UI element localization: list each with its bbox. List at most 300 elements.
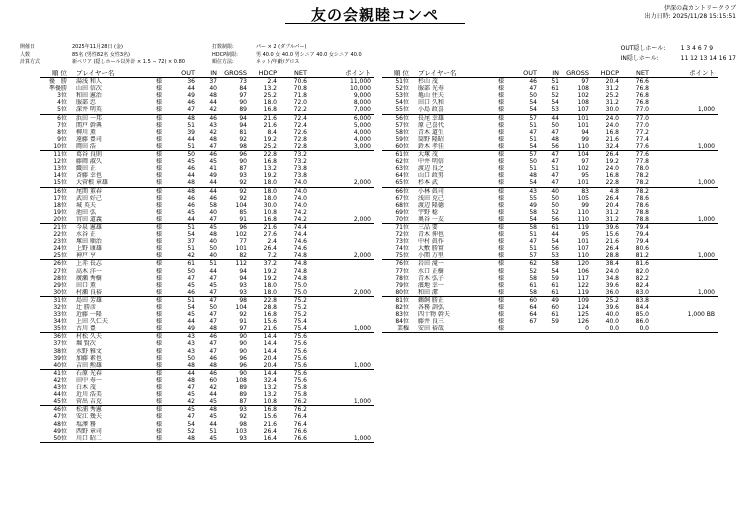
cell-rank: 11位 [53, 151, 67, 159]
cell-rank: 27位 [53, 267, 67, 275]
cell-out: 50 [529, 158, 537, 166]
table-row [382, 165, 718, 172]
cell-rank: 83位 [395, 311, 409, 319]
cell-gross: 99 [581, 135, 589, 143]
cell-gross: 93 [220, 435, 250, 443]
cell-hdcp: 22.8 [592, 179, 622, 187]
cell-honorific: 様 [497, 296, 504, 304]
cell-gross: 110 [577, 208, 589, 216]
cell-out: 51 [187, 121, 195, 129]
cell-hdcp: 21.6 [605, 135, 619, 143]
table-row [40, 355, 374, 362]
cell-honorific: 様 [497, 78, 504, 86]
cell-hdcp: 20.4 [250, 362, 280, 370]
cell-rank: 37位 [53, 340, 67, 348]
header-in: IN [540, 70, 562, 78]
cell-rank: 73位 [395, 238, 409, 246]
cell-points [310, 355, 374, 362]
cell-out: 54 [529, 99, 537, 107]
cell-points [310, 223, 374, 231]
cell-points [310, 268, 374, 275]
cell-in: 44 [551, 231, 559, 239]
cell-player-name: 西野 章司 [76, 427, 102, 435]
cell-out: 58 [529, 208, 537, 216]
cell-hdcp: 19.2 [263, 135, 277, 143]
cell-gross: 110 [562, 143, 592, 151]
cell-gross: 107 [577, 245, 589, 253]
cell-points [310, 296, 374, 304]
cell-gross: 77 [239, 238, 247, 246]
cell-gross: 96 [239, 354, 247, 362]
cell-gross: 83 [581, 187, 589, 195]
table-row [382, 260, 718, 268]
cell-net: 73.8 [293, 172, 307, 180]
cell-honorific: 様 [155, 420, 162, 428]
cell-honorific: 様 [497, 267, 504, 275]
cell-honorific: 様 [155, 165, 162, 173]
cell-in: 48 [209, 231, 217, 239]
cell-points [652, 195, 718, 202]
cell-gross: 101 [577, 238, 589, 246]
cell-player-name: 中村 眞作 [418, 238, 444, 246]
cell-net: 74.8 [280, 252, 310, 260]
cell-player-name: 渡辺 良之 [418, 165, 444, 173]
cell-gross: 85 [239, 208, 247, 216]
cell-gross: 90 [239, 347, 247, 355]
cell-out: 45 [187, 208, 195, 216]
cell-gross: 99 [581, 201, 589, 209]
cell-net: 78.6 [635, 201, 649, 209]
cell-rank: 72位 [395, 231, 409, 239]
cell-rank: 33位 [53, 311, 67, 319]
table-row [40, 106, 374, 114]
cell-hdcp: 4.8 [609, 187, 619, 195]
cell-rank: 業権 [382, 325, 412, 333]
cell-player-name: 鵜飼 勝正 [418, 296, 444, 304]
cell-in: 61 [540, 289, 562, 297]
cell-hdcp: 34.8 [605, 274, 619, 282]
cell-honorific: 様 [497, 245, 504, 253]
cell-gross: 81 [239, 128, 247, 136]
cell-hdcp: 36.0 [592, 289, 622, 297]
cell-out [512, 325, 540, 333]
cell-net: 75.4 [293, 318, 307, 326]
cell-hdcp: 15.6 [605, 231, 619, 239]
cell-net: 75.6 [293, 369, 307, 377]
table-row [40, 223, 374, 231]
cell-gross: 97 [581, 78, 589, 86]
cell-net: 75.8 [293, 391, 307, 399]
results-table-left [40, 70, 374, 443]
cell-out: 49 [529, 201, 537, 209]
cell-player-name: 安田 裕哉 [412, 325, 490, 333]
table-row [40, 282, 374, 289]
cell-honorific: 様 [148, 143, 170, 151]
cell-out: 50 [529, 92, 537, 100]
table-row [382, 195, 718, 202]
cell-hdcp: 28.8 [263, 304, 277, 311]
cell-gross: 104 [577, 151, 589, 159]
cell-player-name: 深井 明英 [70, 106, 148, 114]
cell-net: 72.4 [293, 114, 307, 122]
header-honorific [490, 70, 512, 78]
cell-in: 46 [209, 114, 217, 122]
cell-player-name: 青木 弘子 [418, 274, 444, 282]
cell-net: 77.0 [622, 106, 652, 114]
cell-points: 5,000 [353, 121, 371, 129]
cell-points [652, 268, 718, 275]
cell-honorific: 様 [155, 172, 162, 180]
cell-gross: 104 [235, 201, 247, 209]
cell-player-name: 尾関 董春 [76, 187, 102, 195]
table-row [40, 78, 374, 86]
cell-hdcp: 28.8 [592, 252, 622, 260]
cell-gross: 92 [239, 187, 247, 195]
cell-points [652, 325, 718, 333]
cell-net: 83.0 [622, 289, 652, 297]
calc-value: 新ペリア (隠しホール以外計 × 1.5 − 72) × 0.80 [72, 59, 185, 66]
cell-points [310, 311, 374, 318]
cell-rank: 35位 [40, 325, 70, 333]
cell-in: 46 [209, 333, 217, 341]
out-hidden-label: OUT隠しホール: [620, 45, 666, 52]
table-row [40, 231, 374, 238]
cell-points: 7,000 [310, 106, 374, 114]
cell-honorific: 様 [155, 245, 162, 253]
cell-out: 44 [187, 172, 195, 180]
cell-honorific: 様 [155, 369, 162, 377]
table-row [40, 252, 374, 260]
cell-in: 44 [198, 179, 220, 187]
cell-points [652, 238, 718, 245]
cell-out: 45 [187, 281, 195, 289]
table-row [382, 78, 718, 86]
cell-points [310, 165, 374, 172]
cell-honorific: 様 [155, 187, 162, 195]
cell-rank: 30位 [40, 289, 70, 297]
cell-gross: 101 [235, 245, 247, 253]
cell-hdcp: 15.6 [263, 318, 277, 326]
cell-rank: 15位 [40, 179, 70, 187]
cell-net: 75.6 [293, 340, 307, 348]
table-row [382, 129, 718, 136]
cell-gross: 102 [235, 231, 247, 239]
cell-honorific: 様 [497, 223, 504, 231]
cell-honorific: 様 [155, 296, 162, 304]
table-row [40, 325, 374, 333]
cell-net: 72.2 [280, 106, 310, 114]
cell-player-name: 加藤 素也 [76, 354, 102, 362]
cell-out: 37 [187, 238, 195, 246]
cell-rank: 10位 [40, 143, 70, 151]
cell-in: 60 [209, 376, 217, 384]
cell-net: 72.8 [293, 135, 307, 143]
hdcp-limit-label: HDCP制限: [212, 51, 238, 58]
cell-out: 55 [529, 194, 537, 202]
cell-player-name: 水谷 正 [76, 231, 96, 239]
cell-in: 45 [209, 223, 217, 231]
cell-in: 58 [551, 260, 559, 268]
cell-points: 1,000 [652, 289, 718, 297]
cell-player-name: 廣瀬 秀樹 [76, 274, 102, 282]
cell-points [652, 318, 718, 325]
cell-gross: 124 [577, 304, 589, 311]
cell-points [310, 238, 374, 245]
cell-points: 3,000 [310, 143, 374, 151]
cell-hdcp: 16.4 [250, 435, 280, 443]
cell-net: 77.6 [622, 143, 652, 151]
cell-honorific: 様 [155, 267, 162, 275]
cell-net: 84.4 [635, 304, 649, 311]
cell-out: 49 [187, 92, 195, 100]
table-row [40, 340, 374, 347]
cell-out: 48 [170, 435, 198, 443]
cell-rank: 5位 [40, 106, 70, 114]
cell-gross: 90 [239, 99, 247, 107]
cell-in: 44 [209, 420, 217, 428]
cell-in: 46 [209, 354, 217, 362]
table-row [382, 275, 718, 282]
cell-points [652, 209, 718, 216]
cell-out: 45 [187, 406, 195, 414]
cell-hdcp: 14.4 [263, 347, 277, 355]
cell-gross: 108 [235, 376, 247, 384]
out-hidden-value: 1 3 4 6 7 9 [680, 45, 714, 52]
cell-out: 54 [512, 106, 540, 114]
cell-rank: 78位 [395, 274, 409, 282]
cell-rank: 68位 [395, 201, 409, 209]
cell-gross: 94 [239, 114, 247, 122]
cell-net: 77.6 [635, 151, 649, 159]
cell-out: 36 [187, 78, 195, 86]
cell-rank: 59位 [395, 135, 409, 143]
cell-gross: 105 [577, 194, 589, 202]
table-row [40, 209, 374, 216]
cell-out: 54 [187, 231, 195, 239]
cell-out: 54 [512, 143, 540, 151]
cell-net: 75.6 [293, 354, 307, 362]
cell-in: 45 [198, 435, 220, 443]
cell-net: 86.0 [635, 318, 649, 326]
header-points: ポイント [310, 70, 374, 78]
cell-out: 48 [170, 362, 198, 370]
cell-net: 78.0 [635, 165, 649, 173]
cell-player-name: 白木 茂 [76, 384, 96, 392]
date-label: 開催日 [20, 44, 36, 50]
cell-honorific: 様 [497, 135, 504, 143]
printed-label: 出力日時: [644, 13, 671, 20]
cell-hdcp: 13.2 [263, 384, 277, 392]
cell-out: 43 [187, 347, 195, 355]
cell-gross: 108 [577, 85, 589, 93]
cell-gross: 73 [239, 78, 247, 86]
cell-points [310, 340, 374, 347]
cell-player-name: 宇野 稔 [418, 208, 438, 216]
cell-honorific: 様 [148, 362, 170, 370]
cell-points [310, 245, 374, 252]
cell-hdcp: 18.0 [263, 187, 277, 195]
header-gross: GROSS [220, 70, 250, 78]
cell-in: 47 [540, 179, 562, 187]
cell-in [540, 325, 562, 333]
cell-in: 47 [209, 311, 217, 319]
cell-net: 82.0 [635, 267, 649, 275]
cell-gross: 122 [577, 281, 589, 289]
table-row [40, 114, 374, 122]
cell-rank: 65位 [382, 179, 412, 187]
cell-net: 76.4 [293, 413, 307, 421]
cell-points [652, 158, 718, 165]
cell-honorific: 様 [497, 128, 504, 136]
cell-rank: 63位 [395, 165, 409, 173]
cell-out: 51 [529, 245, 537, 253]
cell-gross: 108 [577, 99, 589, 107]
table-row [40, 318, 374, 325]
cell-in: 58 [209, 201, 217, 209]
cell-gross: 125 [577, 311, 589, 319]
table-row [382, 85, 718, 92]
cell-net: 74.0 [280, 179, 310, 187]
table-row [382, 209, 718, 216]
cell-net: 73.2 [293, 158, 307, 166]
cell-gross: 90 [239, 333, 247, 341]
cell-net: 76.8 [635, 99, 649, 107]
cell-player-name: 藤井 良三 [418, 318, 444, 326]
cell-honorific: 様 [155, 151, 162, 159]
table-row [40, 384, 374, 391]
cell-hdcp: 27.6 [263, 231, 277, 239]
cell-rank: 40位 [40, 362, 70, 370]
cell-net: 78.2 [635, 187, 649, 195]
cell-gross: 102 [577, 92, 589, 100]
header-out: OUT [512, 70, 540, 78]
cell-honorific: 様 [155, 384, 162, 392]
cell-net: 70.6 [293, 78, 307, 86]
cell-points [652, 165, 718, 172]
cell-hdcp: 16.8 [263, 158, 277, 166]
cell-hdcp: 15.6 [263, 413, 277, 421]
cell-gross: 96 [239, 151, 247, 159]
cell-net: 78.8 [635, 208, 649, 216]
cell-hdcp: 16.8 [250, 106, 280, 114]
cell-rank: 51位 [395, 78, 409, 86]
in-hidden-value: 11 12 13 14 16 17 [680, 55, 736, 62]
cell-gross: 104 [235, 304, 247, 311]
cell-player-name: 杉山 茂 [418, 78, 438, 86]
cell-hdcp: 21.6 [263, 121, 277, 129]
cell-points: 1,000 [652, 179, 718, 187]
cell-player-name: 塩澤 務 [76, 420, 96, 428]
cell-honorific: 様 [155, 260, 162, 268]
cell-out: 51 [187, 296, 195, 304]
table-row [382, 202, 718, 209]
cell-gross: 92 [239, 194, 247, 202]
cell-gross: 92 [239, 135, 247, 143]
cell-player-name: 青木 道生 [418, 128, 444, 136]
table-row [382, 187, 718, 195]
cell-hdcp: 24.0 [605, 165, 619, 173]
cell-out: 58 [529, 274, 537, 282]
cell-in: 60 [551, 304, 559, 311]
table-row [40, 406, 374, 414]
cell-hdcp: 2.4 [267, 78, 277, 86]
table-row [382, 136, 718, 143]
cell-points [310, 195, 374, 202]
cell-rank: 55位 [382, 106, 412, 114]
cell-out: 51 [529, 165, 537, 173]
cell-net: 76.6 [293, 427, 307, 435]
cell-rank: 62位 [395, 158, 409, 166]
cell-hdcp: 39.6 [605, 281, 619, 289]
cell-in: 48 [551, 135, 559, 143]
cell-honorific: 様 [155, 231, 162, 239]
cell-out: 47 [170, 106, 198, 114]
table-row [40, 369, 374, 377]
cell-rank: 28位 [53, 274, 67, 282]
cell-in: 46 [209, 194, 217, 202]
cell-in: 61 [551, 223, 559, 231]
cell-hdcp: 0.0 [592, 325, 622, 333]
cell-rank: 52位 [395, 85, 409, 93]
cell-gross: 92 [220, 179, 250, 187]
cell-honorific: 様 [497, 114, 504, 122]
table-row [40, 311, 374, 318]
cell-net: 75.6 [293, 347, 307, 355]
table-row [40, 348, 374, 355]
cell-player-name: 水口 正樹 [418, 267, 444, 275]
cell-gross: 93 [239, 172, 247, 180]
cell-in: 61 [551, 85, 559, 93]
cell-player-name: 近藤 一隆 [76, 311, 102, 319]
cell-gross: 98 [220, 143, 250, 151]
cell-rank: 61位 [395, 151, 409, 159]
cell-hdcp: 19.2 [263, 172, 277, 180]
cell-hdcp: 18.0 [263, 281, 277, 289]
cell-points [310, 304, 374, 311]
cell-player-name: 石原 光春 [76, 369, 102, 377]
cell-in: 50 [551, 194, 559, 202]
cell-rank: 準優勝 [48, 85, 67, 93]
header-points: ポイント [652, 70, 718, 78]
cell-in: 42 [209, 128, 217, 136]
cell-in: 61 [551, 311, 559, 319]
cell-points: 1,000 [310, 325, 374, 333]
cell-gross: 90 [239, 369, 247, 377]
cell-player-name: 上田 久仁夫 [76, 318, 108, 326]
cell-net: 74.2 [293, 208, 307, 216]
cell-out: 46 [529, 78, 537, 86]
cell-points: 1,000 [652, 143, 718, 151]
cell-out: 50 [187, 354, 195, 362]
cell-honorific: 様 [155, 318, 162, 326]
cell-honorific: 様 [155, 92, 162, 100]
cell-in: 45 [209, 158, 217, 166]
cell-net: 76.6 [280, 435, 310, 443]
cell-honorific: 様 [148, 325, 170, 333]
table-row [40, 421, 374, 428]
cell-hdcp: 10.8 [250, 398, 280, 406]
cell-hdcp: 38.4 [605, 260, 619, 268]
cell-out: 42 [170, 252, 198, 260]
cell-net: 72.6 [293, 128, 307, 136]
cell-points: 1,000 [652, 252, 718, 260]
cell-points [310, 384, 374, 391]
cell-honorific: 様 [497, 85, 504, 93]
cell-in: 42 [209, 384, 217, 392]
cell-net: 79.4 [635, 238, 649, 246]
cell-honorific: 様 [490, 216, 512, 224]
cell-hdcp: 18.0 [263, 99, 277, 107]
